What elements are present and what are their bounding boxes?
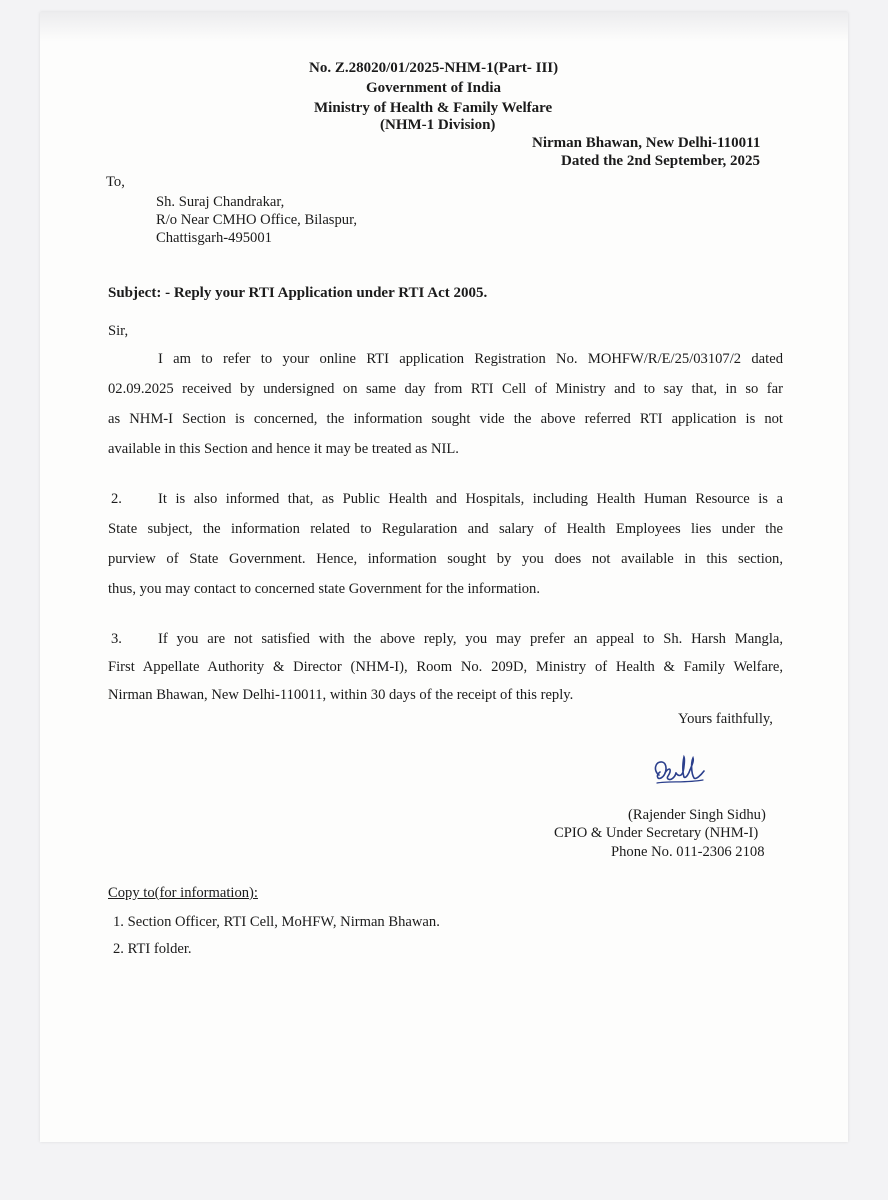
- signatory-designation: CPIO & Under Secretary (NHM-I): [554, 825, 759, 841]
- signatory-phone: Phone No. 011-2306 2108: [611, 844, 765, 860]
- place-line: Nirman Bhawan, New Delhi-110011: [532, 135, 761, 151]
- copy-to-heading: Copy to(for information):: [108, 885, 258, 901]
- paragraph-1: [108, 351, 783, 457]
- closing: Yours faithfully,: [678, 711, 773, 727]
- to-label: To,: [106, 174, 125, 190]
- paragraph-1-line: available in this Section and hence it may be treated as NIL.: [108, 441, 459, 457]
- date-line: Dated the 2nd September, 2025: [561, 153, 761, 169]
- paragraph-3-line: Nirman Bhawan, New Delhi-110011, within 30 days of the receipt of this reply.: [108, 687, 574, 703]
- signatory-name: (Rajender Singh Sidhu): [628, 807, 766, 823]
- government-line: Government of India: [366, 80, 501, 96]
- ministry-line: Ministry of Health & Family Welfare: [314, 100, 553, 116]
- recipient-name: Sh. Suraj Chandrakar,: [156, 194, 285, 210]
- scan-shadow: [40, 12, 848, 42]
- paragraph-2-line: It is also informed that, as Public Health and Hospitals, including Health Human Resource is a: [158, 491, 783, 507]
- paragraph-2-line: thus, you may contact to concerned state Government for the information.: [108, 581, 541, 597]
- paragraph-2-number: 2.: [111, 491, 122, 507]
- paragraph-1-line: I am to refer to your online RTI application Registration No. MOHFW/R/E/25/03107/2 dated: [158, 351, 783, 367]
- recipient-address-line-2: Chattisgarh-495001: [156, 230, 272, 246]
- paragraph-2-line: State subject, the information related to Regularation and salary of Health Employees lies under the: [108, 521, 783, 537]
- salutation: Sir,: [108, 323, 129, 339]
- signature-image: [649, 753, 709, 789]
- subject-line: Subject: - Reply your RTI Application under RTI Act 2005.: [108, 285, 488, 301]
- paragraph-3-number: 3.: [111, 631, 122, 647]
- recipient-address-line-1: R/o Near CMHO Office, Bilaspur,: [156, 212, 357, 228]
- paragraph-1-line: 02.09.2025 received by undersigned on same day from RTI Cell of Ministry and to say that, in so far: [108, 381, 783, 397]
- paragraph-2-line: purview of State Government. Hence, information sought by you does not available in this section,: [108, 551, 783, 567]
- paragraph-3: [108, 632, 783, 702]
- copy-to-item: 1. Section Officer, RTI Cell, MoHFW, Nirman Bhawan.: [113, 914, 440, 930]
- copy-to-item: 2. RTI folder.: [113, 941, 192, 957]
- paragraph-1-line: as NHM-I Section is concerned, the information sought vide the above referred RTI application is not: [108, 411, 783, 427]
- paragraph-3-line: If you are not satisfied with the above reply, you may prefer an appeal to Sh. Harsh Mangla,: [158, 631, 783, 647]
- paragraph-3-line: First Appellate Authority & Director (NHM-I), Room No. 209D, Ministry of Health & Family Welfare,: [108, 659, 783, 675]
- paragraph-2: [108, 491, 783, 597]
- file-number: No. Z.28020/01/2025-NHM-1(Part- III): [309, 60, 559, 76]
- division-line: (NHM-1 Division): [380, 117, 496, 133]
